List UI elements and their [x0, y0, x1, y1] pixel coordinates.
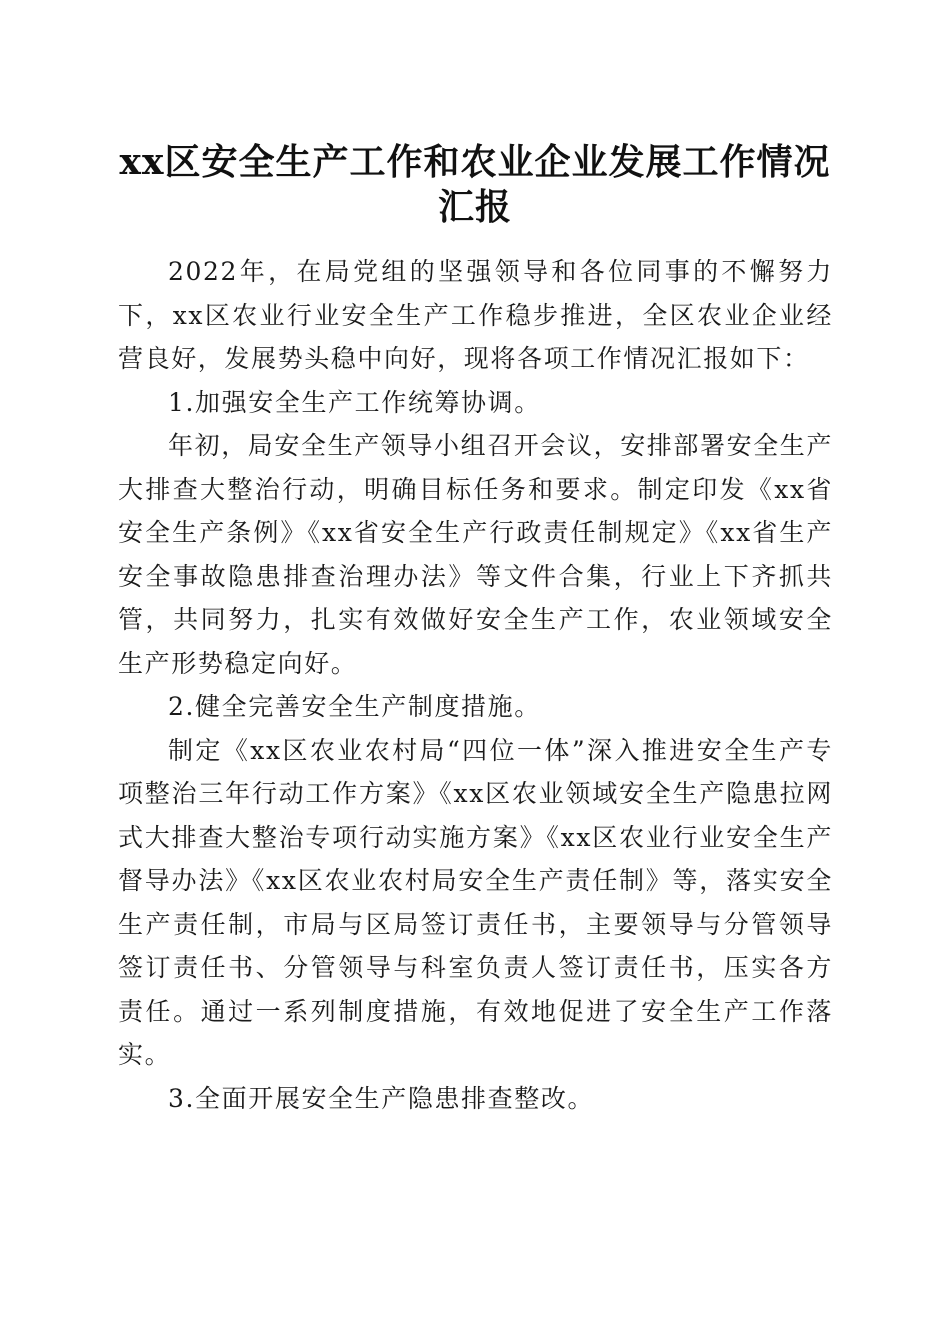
intro-paragraph: 2022年，在局党组的坚强领导和各位同事的不懈努力下，xx区农业行业安全生产工作稳步推进，全区农业企业经营良好，发展势头稳中向好，现将各项工作情况汇报如下： [118, 257, 833, 373]
section-heading-1: 1.加强安全生产工作统筹协调。 [168, 387, 541, 417]
section-paragraph-1: 年初，局安全生产领导小组召开会议，安排部署安全生产大排查大整治行动，明确目标任务和要求。制定印发《xx省安全生产条例》《xx省安全生产行政责任制规定》《xx省生产安全事故隐患排查治理办法》等文件合集，行业上下齐抓共管，共同努力，扎实有效做好安全生产工作，农业领域安全生产形势稳定向好。 [118, 431, 834, 678]
document-body [118, 250, 833, 1120]
document-title-line-1: xx区安全生产工作和农业企业发展工作情况 [119, 141, 831, 183]
document-title-line-2: 汇报 [437, 186, 512, 228]
section-heading-3: 3.全面开展安全生产隐患排查整改。 [168, 1083, 595, 1113]
section-paragraph-2: 制定《xx区农业农村局“四位一体”深入推进安全生产专项整治三年行动工作方案》《xx区农业领域安全生产隐患拉网式大排查大整治专项行动实施方案》《xx区农业行业安全生产督导办法》《xx区农业农村局安全生产责任制》等，落实安全生产责任制，市局与区局签订责任书，主要领导与分管领导签订责任书、分管领导与科室负责人签订责任书，压实各方责任。通过一系列制度措施，有效地促进了安全生产工作落实。 [118, 735, 833, 1069]
section-heading-2: 2.健全完善安全生产制度措施。 [168, 692, 541, 721]
